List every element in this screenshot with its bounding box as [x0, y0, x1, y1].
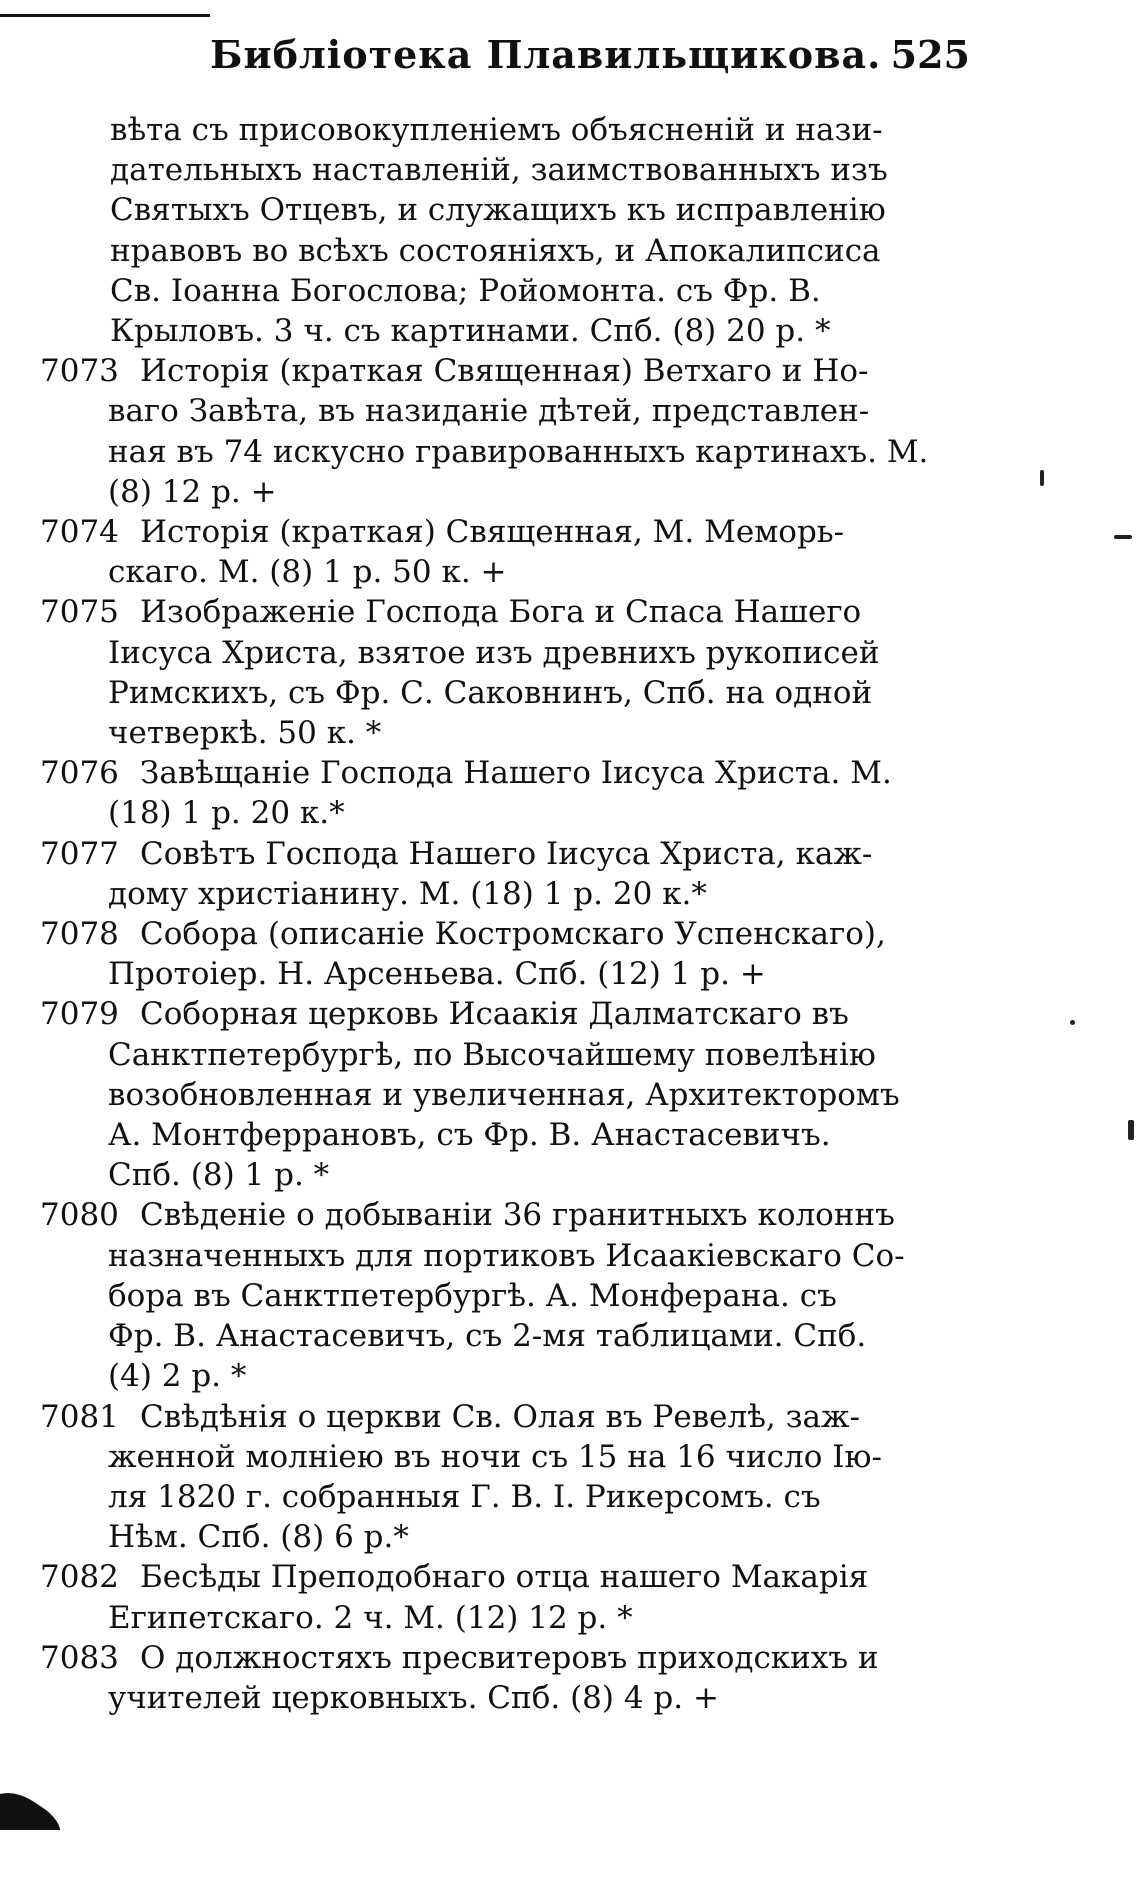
entry-line: Совѣтъ Господа Нашего Іисуса Христа, каж- [140, 835, 873, 872]
catalog-entry-7075 [40, 592, 1100, 753]
entry-line: возобновленная и увеличенная, Архитекторомъ [108, 1076, 900, 1113]
entry-line: Египетскаго. 2 ч. М. (12) 12 р. * [108, 1599, 633, 1636]
catalog-entry-7081 [40, 1397, 1100, 1558]
entry-line: Протоіер. Н. Арсеньева. Спб. (12) 1 р. + [108, 956, 766, 993]
catalog-entry-7078 [40, 914, 1100, 994]
entry-number: 7080 [40, 1197, 119, 1234]
entry-line: Римскихъ, съ Фр. С. Саковнинъ, Спб. на одной [108, 674, 873, 711]
entry-number: 7078 [40, 916, 119, 953]
page-number: 525 [890, 32, 970, 77]
entry-number: 7079 [40, 996, 119, 1033]
entry-line: ля 1820 г. собранныя Г. В. І. Рикерсомъ. съ [108, 1478, 821, 1515]
catalog-entry-7079 [40, 994, 1100, 1195]
entry-line: назначенныхъ для портиковъ Исаакіевскаго Со- [108, 1237, 905, 1274]
entry-line: дому христіанину. М. (18) 1 р. 20 к.* [108, 875, 707, 912]
print-speck [1114, 535, 1132, 539]
catalog-entry-7077 [40, 834, 1100, 914]
entry-number: 7073 [40, 353, 119, 390]
entry-line: (8) 12 р. + [108, 473, 277, 510]
entry-line: Іисуса Христа, взятое изъ древнихъ рукописей [108, 634, 880, 671]
entry-line: скаго. М. (8) 1 р. 50 к. + [108, 554, 507, 591]
entry-line: Соборная церковь Исаакія Далматскаго въ [140, 996, 849, 1033]
running-title: Библіотека Плавильщикова. [210, 32, 882, 77]
top-rule [0, 14, 210, 17]
entry-line: О должностяхъ пресвитеровъ приходскихъ и [140, 1639, 879, 1676]
entry-line: женной молніею въ ночи съ 15 на 16 число Ію- [108, 1438, 882, 1475]
entry-line: Исторія (краткая) Священная, М. Меморь- [140, 514, 845, 551]
text-line: вѣта съ присовокупленіемъ объясненій и нази- [110, 112, 883, 148]
catalog-entry-7082 [40, 1557, 1100, 1637]
entry-line: Спб. (8) 1 р. * [108, 1157, 330, 1194]
entry-number: 7074 [40, 514, 119, 551]
catalog-entry-7083 [40, 1638, 1100, 1718]
entry-line: А. Монтферрановъ, съ Фр. В. Анастасевичъ. [108, 1117, 831, 1154]
entry-number: 7082 [40, 1559, 119, 1596]
entry-number: 7077 [40, 835, 119, 872]
text-line: Крыловъ. 3 ч. съ картинами. Спб. (8) 20 р. * [110, 313, 831, 350]
entry-line: бора въ Санктпетербургѣ. А. Монферана. съ [108, 1277, 837, 1314]
print-speck [1070, 1020, 1075, 1025]
catalog-entry-7076 [40, 753, 1100, 833]
entry-line: (18) 1 р. 20 к.* [108, 795, 345, 832]
entry-number: 7083 [40, 1639, 119, 1676]
entry-line: Исторія (краткая Священная) Ветхаго и Но- [140, 353, 869, 390]
entry-number: 7076 [40, 755, 119, 792]
entry-line: учителей церковныхъ. Спб. (8) 4 р. + [108, 1679, 719, 1716]
entry-line: (4) 2 р. * [108, 1358, 247, 1395]
catalog-entry-7073 [40, 351, 1100, 512]
entry-line: Изображеніе Господа Бога и Спаса Нашего [140, 594, 862, 631]
entry-number: 7075 [40, 594, 119, 631]
running-header [200, 32, 970, 92]
print-speck [1128, 1120, 1134, 1140]
text-line: нравовъ во всѣхъ состояніяхъ, и Апокалипсиса [110, 232, 881, 269]
catalog-entry-7080 [40, 1195, 1100, 1396]
entry-number: 7081 [40, 1398, 119, 1435]
text-line: дательныхъ наставленій, заимствованныхъ изъ [110, 152, 888, 189]
entry-line: Свѣдѣнія о церкви Св. Олая въ Ревелѣ, заж- [140, 1398, 861, 1435]
entry-line: Санктпетербургѣ, по Высочайшему повелѣнію [108, 1036, 876, 1073]
entry-line: Нѣм. Спб. (8) 6 р.* [108, 1519, 409, 1556]
print-speck [1040, 470, 1044, 486]
entry-line: Завѣщаніе Господа Нашего Іисуса Христа. М. [140, 755, 892, 792]
thumb-smudge [0, 1790, 60, 1830]
entry-line: Фр. В. Анастасевичъ, съ 2-мя таблицами. Спб. [108, 1318, 867, 1355]
entry-line: Свѣденіе о добываніи 36 гранитныхъ колоннъ [140, 1197, 895, 1234]
entry-line: четверкѣ. 50 к. * [108, 715, 382, 752]
catalog-entry-7074 [40, 512, 1100, 592]
entry-line: ная въ 74 искусно гравированныхъ картинахъ. М. [108, 433, 929, 470]
continued-entry-text [110, 110, 990, 351]
text-line: Св. Іоанна Богослова; Ройомонта. съ Фр. В. [110, 272, 821, 309]
catalog-entries [40, 110, 1100, 1718]
text-line: Святыхъ Отцевъ, и служащихъ къ исправленію [110, 192, 886, 229]
entry-line: Собора (описаніе Костромскаго Успенскаго), [140, 916, 886, 953]
entry-line: ваго Завѣта, въ назиданіе дѣтей, представлен- [108, 393, 870, 430]
entry-line: Бесѣды Преподобнаго отца нашего Макарія [140, 1559, 869, 1596]
